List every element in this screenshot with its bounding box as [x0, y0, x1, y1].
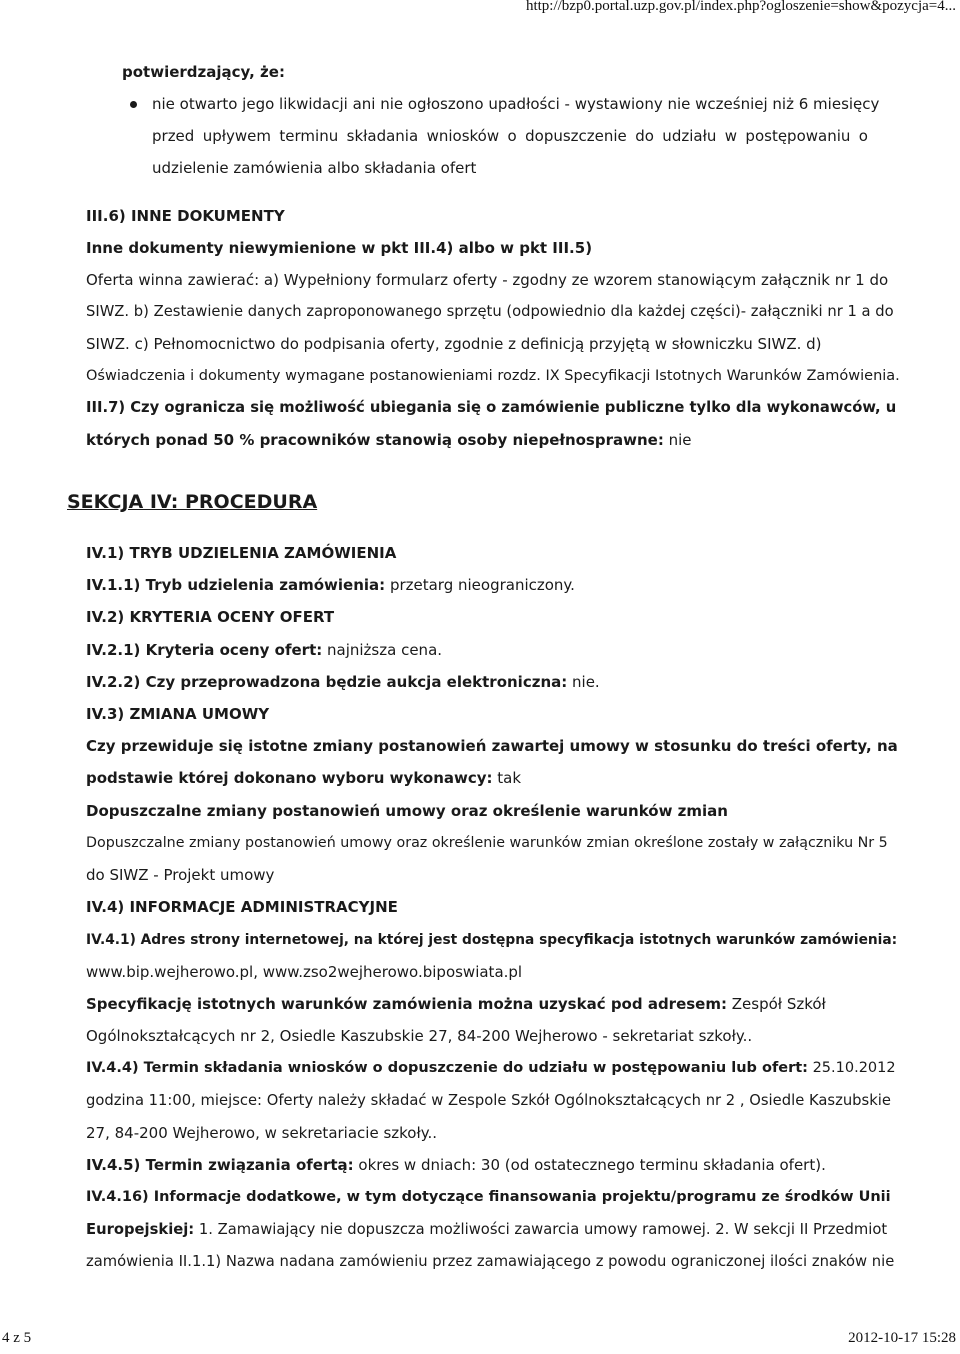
- iv3-question-cont: podstawie której dokonano wyboru wykonawcy: tak: [86, 769, 522, 787]
- iv1-title: IV.1) TRYB UDZIELENIA ZAMÓWIENIA: [86, 544, 397, 562]
- footer-datetime: 2012-10-17 15:28: [848, 1330, 956, 1346]
- section-iv-title: SEKCJA IV: PROCEDURA: [67, 491, 318, 513]
- paragraph-line: Ogólnokształcących nr 2, Osiedle Kaszubskie 27, 84-200 Wejherowo - sekretariat szkoły..: [86, 1027, 753, 1045]
- bullet-text-line: nie otwarto jego likwidacji ani nie ogłoszono upadłości - wystawiony nie wcześniej niż 6 miesięcy: [152, 95, 880, 113]
- question-iii7: III.7) Czy ogranicza się możliwość ubiegania się o zamówienie publiczne tylko dla wykonawców, u: [86, 399, 897, 416]
- footer-page-number: 4 z 5: [2, 1330, 32, 1346]
- paragraph-line: SIWZ. c) Pełnomocnictwo do podpisania oferty, zgodnie z definicją przyjętą w słowniczku SIWZ. d): [86, 335, 822, 353]
- iv416-row: Europejskiej: 1. Zamawiający nie dopuszcza możliwości zawarcia umowy ramowej. 2. W sekcji II Przedmiot: [86, 1221, 888, 1238]
- bullet-icon: [130, 101, 137, 108]
- iv41-label: IV.4.1) Adres strony internetowej, na której jest dostępna specyfikacja istotnych warunków zamówienia:: [86, 932, 898, 948]
- iv4-title: IV.4) INFORMACJE ADMINISTRACYJNE: [86, 898, 398, 916]
- paragraph-line: Oferta winna zawierać: a) Wypełniony formularz oferty - zgodny ze wzorem stanowiącym załącznik nr 1 do: [86, 271, 889, 289]
- answer-iii7: nie: [663, 431, 692, 449]
- paragraph-line: Oświadczenia i dokumenty wymagane postanowieniami rozdz. IX Specyfikacji Istotnych Warunków Zamówienia.: [86, 368, 900, 384]
- paragraph-line: do SIWZ - Projekt umowy: [86, 866, 275, 884]
- iv21-row: IV.2.1) Kryteria oceny ofert: najniższa cena.: [86, 641, 443, 659]
- paragraph-line: SIWZ. b) Zestawienie danych zaproponowanego sprzętu (odpowiednio dla każdej części)- załączniki nr 1 a do: [86, 303, 894, 320]
- intro-heading: potwierdzający, że:: [122, 63, 285, 81]
- bullet-text-line: przed upływem terminu składania wniosków o dopuszczenie do udziału w postępowaniu o: [152, 127, 868, 145]
- iv416-label: IV.4.16) Informacje dodatkowe, w tym dotyczące finansowania projektu/programu ze środków Unii: [86, 1189, 891, 1205]
- paragraph-line: Dopuszczalne zmiany postanowień umowy oraz określenie warunków zmian określone zostały w załączniku Nr 5: [86, 835, 888, 851]
- iv22-row: IV.2.2) Czy przeprowadzona będzie aukcja elektroniczna: nie.: [86, 673, 600, 691]
- iv44-row: IV.4.4) Termin składania wniosków o dopuszczenie do udziału w postępowaniu lub ofert: 25.10.2012: [86, 1060, 896, 1076]
- iv41-value: www.bip.wejherowo.pl, www.zso2wejherowo.biposwiata.pl: [86, 963, 523, 981]
- section-title-iii6: III.6) INNE DOKUMENTY: [86, 207, 285, 225]
- iv45-row: IV.4.5) Termin związania ofertą: okres w dniach: 30 (od ostatecznego terminu składania ofert).: [86, 1156, 826, 1174]
- question-iii7-cont: których ponad 50 % pracowników stanowią osoby niepełnosprawne: nie: [86, 431, 692, 449]
- iv41b-row: Specyfikację istotnych warunków zamówienia można uzyskać pod adresem: Zespół Szkół: [86, 995, 826, 1013]
- bullet-text-line: udzielenie zamówienia albo składania ofert: [152, 159, 477, 177]
- subtitle-iii6: Inne dokumenty niewymienione w pkt III.4) albo w pkt III.5): [86, 239, 593, 257]
- iv2-title: IV.2) KRYTERIA OCENY OFERT: [86, 608, 335, 626]
- iv3-question: Czy przewiduje się istotne zmiany postanowień zawartej umowy w stosunku do treści oferty, na: [86, 737, 898, 755]
- paragraph-line: 27, 84-200 Wejherowo, w sekretariacie szkoły..: [86, 1124, 437, 1142]
- paragraph-line: godzina 11:00, miejsce: Oferty należy składać w Zespole Szkół Ogólnokształcących nr 2 , Osiedle Kaszubskie: [86, 1092, 891, 1109]
- header-url: http://bzp0.portal.uzp.gov.pl/index.php?ogloszenie=show&pozycja=4...: [525, 0, 956, 14]
- paragraph-line: zamówienia II.1.1) Nazwa nadana zamówieniu przez zamawiającego z powodu ograniczonej ilości znaków nie: [86, 1253, 895, 1270]
- iv3-subtitle: Dopuszczalne zmiany postanowień umowy oraz określenie warunków zmian: [86, 802, 728, 820]
- iv11-row: IV.1.1) Tryb udzielenia zamówienia: przetarg nieograniczony.: [86, 576, 575, 594]
- iv3-answer: tak: [492, 769, 522, 787]
- iv3-title: IV.3) ZMIANA UMOWY: [86, 705, 270, 723]
